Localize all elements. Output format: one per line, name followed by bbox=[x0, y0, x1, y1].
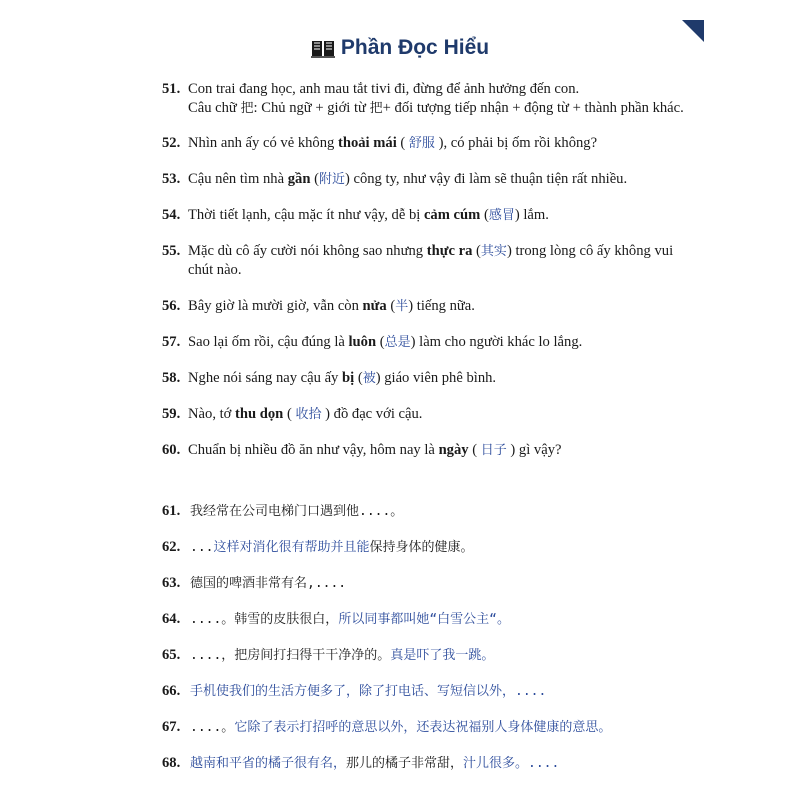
grammar-note: Câu chữ 把: Chủ ngữ + giới từ 把+ đối tượng tiếp nhận + động từ + thành phần khác. bbox=[188, 100, 684, 116]
item-number: 68. bbox=[162, 755, 181, 771]
chinese-word: 半 bbox=[395, 299, 409, 314]
open-book-icon bbox=[311, 38, 335, 58]
item-67: 67. ....。它除了表示打招呼的意思以外，还表达祝福别人身体健康的意思。 bbox=[162, 719, 612, 735]
keyword: thực ra bbox=[426, 243, 473, 259]
chinese-word: 附近 bbox=[318, 172, 345, 187]
chinese-word: 总是 bbox=[384, 335, 411, 350]
item-number: 66. bbox=[162, 683, 181, 699]
item-68: 68. 越南和平省的橘子很有名，那儿的橘子非常甜，汁儿很多。.... bbox=[162, 755, 560, 771]
item-58: 58. Nghe nói sáng nay cậu ấy bị (被) giáo viên phê bình. bbox=[162, 370, 497, 386]
item-number: 60. bbox=[162, 442, 181, 458]
keyword: gần bbox=[287, 171, 311, 187]
item-53: 53. Cậu nên tìm nhà gần (附近) công ty, như vậy đi làm sẽ thuận tiện rất nhiều. bbox=[162, 171, 628, 187]
item-number: 58. bbox=[162, 370, 181, 386]
item-text: Con trai đang học, anh mau tắt tivi đi, đừng để ảnh hưởng đến con. bbox=[188, 81, 580, 97]
item-61: 61. 我经常在公司电梯门口遇到他....。 bbox=[162, 503, 404, 519]
chinese-word: 收拾 bbox=[295, 407, 322, 422]
item-number: 67. bbox=[162, 719, 181, 735]
keyword: bị bbox=[342, 370, 355, 386]
item-52: 52. Nhìn anh ấy có vẻ không thoải mái ( 舒服 ), có phải bị ốm rồi không? bbox=[162, 135, 598, 151]
item-65: 65. ....，把房间打扫得干干净净的。真是吓了我一跳。 bbox=[162, 647, 495, 663]
item-number: 65. bbox=[162, 647, 181, 663]
page-title: Phần Đọc Hiểu bbox=[340, 36, 490, 59]
page-header bbox=[0, 36, 800, 60]
item-number: 57. bbox=[162, 334, 181, 350]
keyword: thu dọn bbox=[235, 406, 284, 422]
keyword: luôn bbox=[348, 334, 377, 350]
item-number: 54. bbox=[162, 207, 181, 223]
item-number: 62. bbox=[162, 539, 181, 555]
item-number: 64. bbox=[162, 611, 181, 627]
item-60: 60. Chuẩn bị nhiều đồ ăn như vậy, hôm nay là ngày ( 日子 ) gì vậy? bbox=[162, 442, 562, 458]
chinese-word: 其实 bbox=[480, 244, 507, 259]
item-54: 54. Thời tiết lạnh, cậu mặc ít như vậy, dễ bị cảm cúm (感冒) lắm. bbox=[162, 207, 549, 223]
item-number: 53. bbox=[162, 171, 181, 187]
item-59: 59. Nào, tớ thu dọn ( 收拾 ) đồ đạc với cậu. bbox=[162, 406, 423, 422]
chinese-word: 舒服 bbox=[408, 136, 435, 151]
chinese-word: 感冒 bbox=[488, 208, 515, 223]
item-66: 66. 手机使我们的生活方便多了，除了打电话、写短信以外，.... bbox=[162, 683, 547, 699]
item-number: 55. bbox=[162, 243, 181, 259]
item-64: 64. ....。韩雪的皮肤很白，所以同事都叫她“白雪公主“。 bbox=[162, 611, 510, 627]
item-number: 63. bbox=[162, 575, 181, 591]
chinese-word: 日子 bbox=[480, 443, 507, 458]
keyword: thoải mái bbox=[337, 135, 397, 151]
item-56: 56. Bây giờ là mười giờ, vẫn còn nửa (半) tiếng nữa. bbox=[162, 298, 475, 314]
item-57: 57. Sao lại ốm rồi, cậu đúng là luôn (总是) làm cho người khác lo lắng. bbox=[162, 334, 583, 350]
item-number: 52. bbox=[162, 135, 181, 151]
item-number: 59. bbox=[162, 406, 181, 422]
item-55: 55. Mặc dù cô ấy cười nói không sao nhưng thực ra (其实) trong lòng cô ấy không vui chút nào. bbox=[162, 243, 674, 278]
keyword: nửa bbox=[362, 298, 387, 314]
item-63: 63. 德国的啤酒非常有名,.... bbox=[162, 575, 347, 591]
chinese-word: 被 bbox=[362, 371, 376, 386]
item-51 bbox=[162, 80, 722, 118]
keyword: cảm cúm bbox=[423, 207, 481, 223]
item-number: 56. bbox=[162, 298, 181, 314]
keyword: ngày bbox=[438, 442, 469, 458]
item-62: 62. ...这样对消化很有帮助并且能保持身体的健康。 bbox=[162, 539, 474, 555]
item-number: 61. bbox=[162, 503, 181, 519]
item-number: 51. bbox=[162, 81, 181, 97]
